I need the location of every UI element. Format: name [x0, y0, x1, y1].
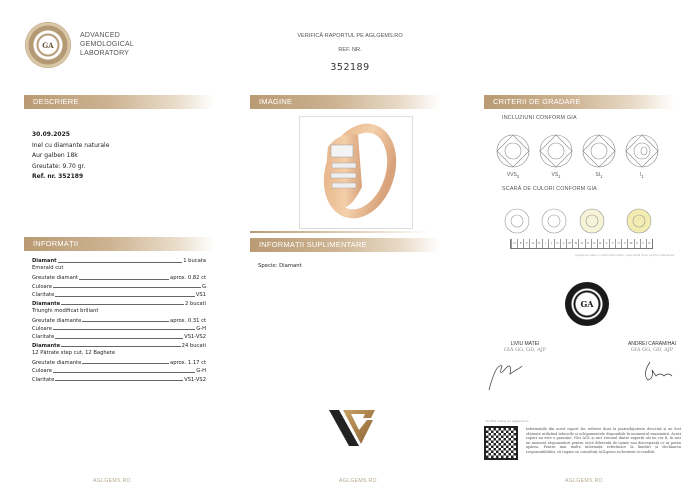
report-date: 30.09.2025 — [32, 131, 70, 138]
info-row: 12 Pătrate step cut, 12 Baghete — [32, 349, 116, 356]
section-extra-info: INFORMAȚII SUPLIMENTARE — [250, 238, 440, 252]
scale-note: Imaginea este cu titlu informativ, aplicabilă doar pentru diamante — [575, 253, 675, 257]
disclaimer-text: Informațiile din acest raport fac referire doar la piatra/bijuteria descrisă și au fost obținute utilizând tehnicile și echipamentele disponibile în momentul examinării. Acest raport nu este o garanție. Nici AGL și nici vreunul dintre experții săi nu vor fi, în nici un moment răspunzători pentru orice diferență de opinie sau discrepanță ce ar putea apărea. Pentru mai multe informații referitoare la limitări și declinarea responsabilității, vă rugăm să consultați AGLgems.ro/termeni-si-conditii. — [526, 427, 682, 454]
lab-stamp-icon: GA — [565, 282, 609, 326]
info-table — [32, 256, 206, 383]
footer-link-3[interactable]: AGLGEMS.RO — [565, 478, 603, 484]
species-text: Specie: Diamant — [258, 263, 302, 269]
info-row: Diamante 24 bucati — [32, 342, 206, 349]
color-diagrams — [503, 208, 663, 236]
brand-logo-icon — [329, 408, 377, 448]
inclusions-title: INCLUZIUNI CONFORM GIA — [502, 115, 577, 121]
qr-code[interactable] — [484, 426, 518, 460]
section-description: DESCRIERE — [24, 95, 214, 109]
clarity-diagrams — [495, 133, 675, 169]
clarity-label-vvs2: $VVS_2$ — [506, 172, 520, 179]
ref-number: 352189 — [330, 62, 370, 73]
signer-2: ANDREI CARAMIHAI GIA GG, GD, AJP — [627, 341, 677, 353]
color-scale: D E F G H I J K L M N O P Q R S T U V W X Y Z — [510, 239, 653, 249]
footer-link-1[interactable]: AGLGEMS.RO — [93, 478, 131, 484]
ref-line: Ref. nr. 352189 — [32, 173, 84, 180]
signer-1: LIVIU MATEI GIA GG, GD, AJP — [503, 341, 547, 353]
info-row: Emerald cut — [32, 265, 64, 272]
metal: Aur galben 18k — [32, 152, 78, 159]
divider — [250, 231, 430, 233]
weight: Greutate: 9.70 gr. — [32, 162, 86, 170]
color-scale-title: SCARĂ DE CULORI CONFORM GIA — [502, 186, 597, 192]
section-grading: CRITERII DE GRADARE — [484, 95, 674, 109]
ref-label: REF. NR. — [338, 47, 362, 53]
info-row: Greutate diamante aprox. 0.31 ct — [32, 317, 206, 324]
info-row: Culoare G-H — [32, 325, 206, 332]
info-row: Culoare G-H — [32, 368, 206, 375]
lab-name: ADVANCED GEMOLOGICAL LABORATORY — [80, 32, 134, 57]
qr-label: Verifică online pe aglgems.ro — [485, 419, 529, 423]
info-row: Culoare G — [32, 283, 206, 290]
lab-seal-icon: GA — [25, 22, 71, 68]
signature-1-icon — [486, 358, 526, 392]
info-row: Claritate VS1-VS2 — [32, 376, 206, 383]
clarity-label-vs1: $VS_1$ — [551, 172, 561, 179]
info-row: Diamant 1 bucata — [32, 258, 206, 265]
ring-icon — [300, 117, 412, 228]
signature-2-icon — [640, 358, 680, 384]
description-block — [32, 130, 109, 183]
info-row: Greutate diamante aprox. 1.17 ct — [32, 359, 206, 366]
info-row: Claritate VS1-VS2 — [32, 334, 206, 341]
ring-image — [299, 116, 413, 229]
info-row: Triunghi modificat briliant — [32, 307, 99, 314]
section-info: INFORMAȚII — [24, 237, 214, 251]
verify-text: VERIFICĂ RAPORTUL PE AGLGEMS.RO — [297, 33, 403, 39]
info-row: Diamante 2 bucati — [32, 300, 206, 307]
info-row: Greutate diamant aprox. 0.82 ct — [32, 275, 206, 282]
item-name: Inel cu diamante naturale — [32, 141, 110, 149]
clarity-label-i1: $I_1$ — [640, 172, 644, 179]
section-image: IMAGINE — [250, 95, 440, 109]
info-row: Claritate VS1 — [32, 292, 206, 299]
footer-link-2[interactable]: AGLGEMS.RO — [339, 478, 377, 484]
clarity-label-si1: $SI_1$ — [595, 172, 603, 179]
